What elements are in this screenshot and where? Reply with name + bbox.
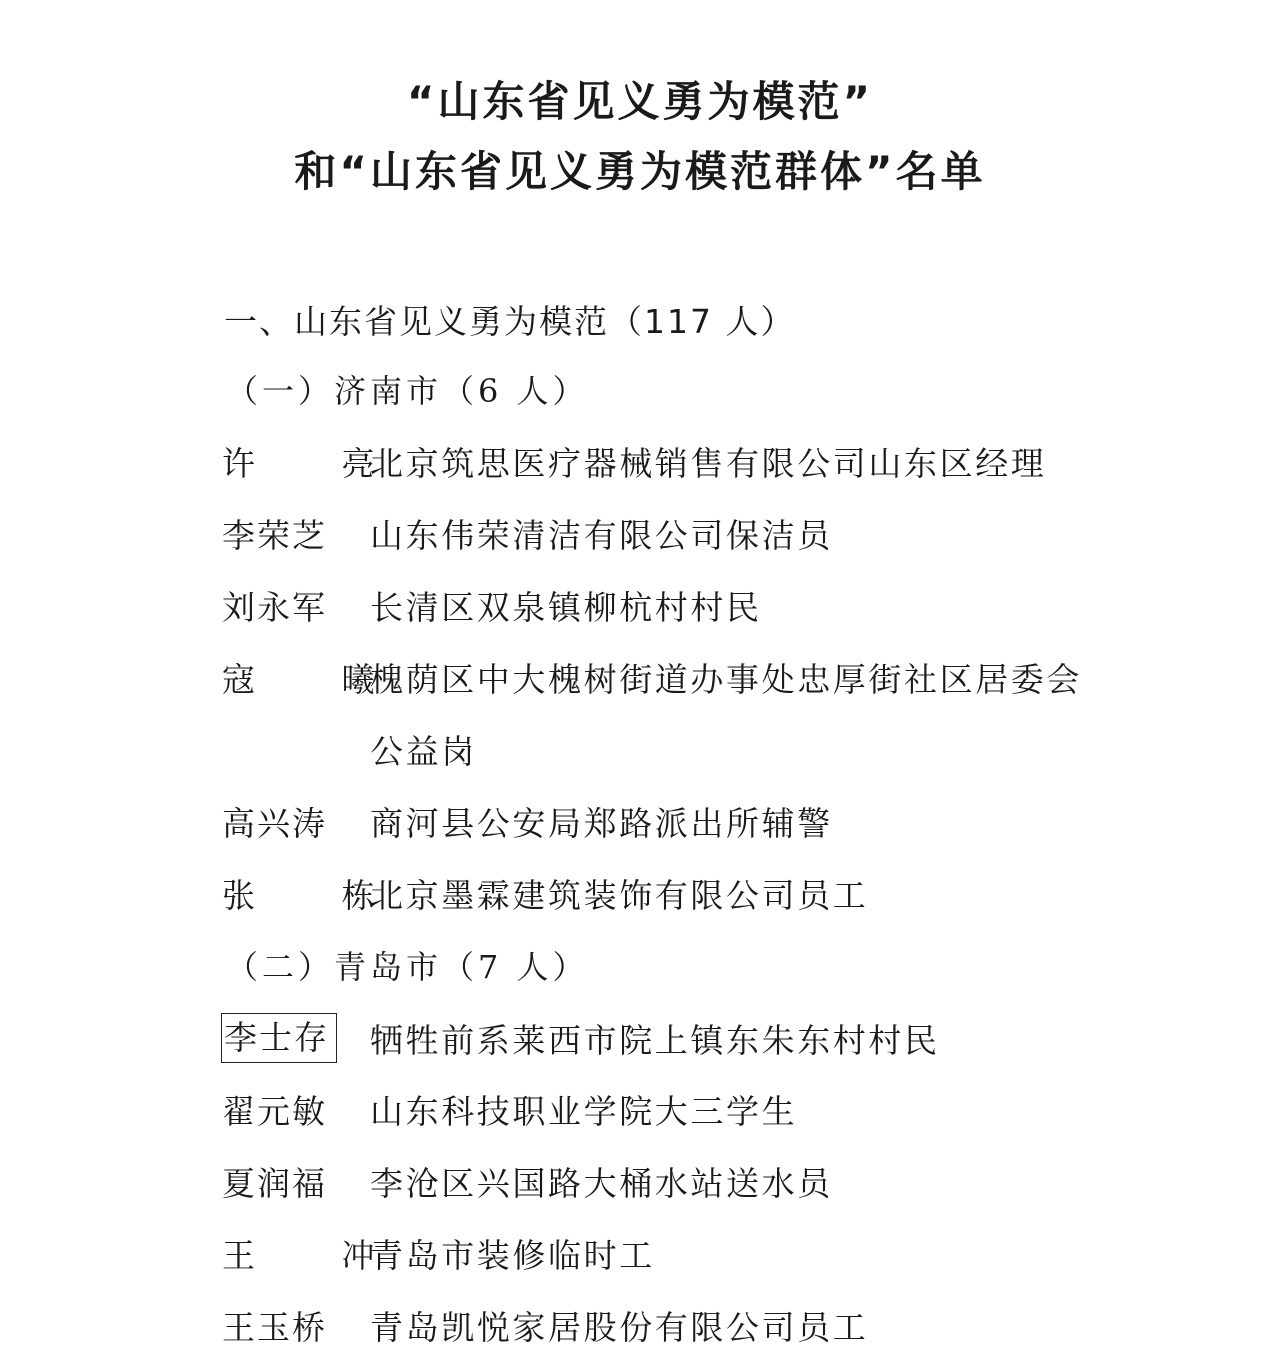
person-name: 许 亮 <box>222 444 413 483</box>
person-name: 高兴涛 <box>222 804 327 843</box>
list-item <box>0 800 1280 850</box>
list-item <box>0 584 1280 634</box>
list-item <box>0 1232 1280 1282</box>
person-description: 北京墨霖建筑装饰有限公司员工 <box>370 876 869 915</box>
person-name-boxed: 李士存 <box>221 1013 337 1063</box>
person-description: 北京筑思医疗器械销售有限公司山东区经理 <box>370 444 1047 483</box>
person-description-continuation: 公益岗 <box>370 732 477 771</box>
document-title-line-2: 和“山东省见义勇为模范群体”名单 <box>294 147 986 196</box>
document-title-line-1: “山东省见义勇为模范” <box>406 77 874 126</box>
list-item <box>0 1160 1280 1210</box>
list-item <box>0 1088 1280 1138</box>
section-heading: 一、山东省见义勇为模范（117 人） <box>224 302 796 341</box>
person-name: 王 冲 <box>222 1236 413 1275</box>
list-item <box>0 1017 1280 1067</box>
person-description: 山东科技职业学院大三学生 <box>370 1092 798 1131</box>
person-name: 寇 曦 <box>222 660 413 699</box>
person-description: 槐荫区中大槐树街道办事处忠厚街社区居委会 <box>370 660 1082 699</box>
person-description: 青岛凯悦家居股份有限公司员工 <box>370 1308 869 1347</box>
person-name: 夏润福 <box>222 1164 327 1203</box>
list-item <box>0 512 1280 562</box>
person-name: 翟元敏 <box>222 1092 327 1131</box>
list-item <box>0 440 1280 490</box>
person-description: 青岛市装修临时工 <box>370 1236 655 1275</box>
person-name: 张 栋 <box>222 876 413 915</box>
list-item <box>0 1304 1280 1354</box>
city-heading-qingdao: （二）青岛市（7 人） <box>226 948 589 986</box>
person-description: 长清区双泉镇柳杭村村民 <box>370 588 762 627</box>
person-name: 王玉桥 <box>222 1308 327 1347</box>
list-item <box>0 656 1280 706</box>
list-item <box>0 872 1280 922</box>
person-description: 山东伟荣清洁有限公司保洁员 <box>370 516 833 555</box>
person-description: 牺牲前系莱西市院上镇东朱东村村民 <box>370 1021 940 1060</box>
person-description: 李沧区兴国路大桶水站送水员 <box>370 1164 833 1203</box>
city-heading-jinan: （一）济南市（6 人） <box>226 372 589 410</box>
person-name: 李荣芝 <box>222 516 327 555</box>
person-description: 商河县公安局郑路派出所辅警 <box>370 804 833 843</box>
person-name: 刘永军 <box>222 588 327 627</box>
